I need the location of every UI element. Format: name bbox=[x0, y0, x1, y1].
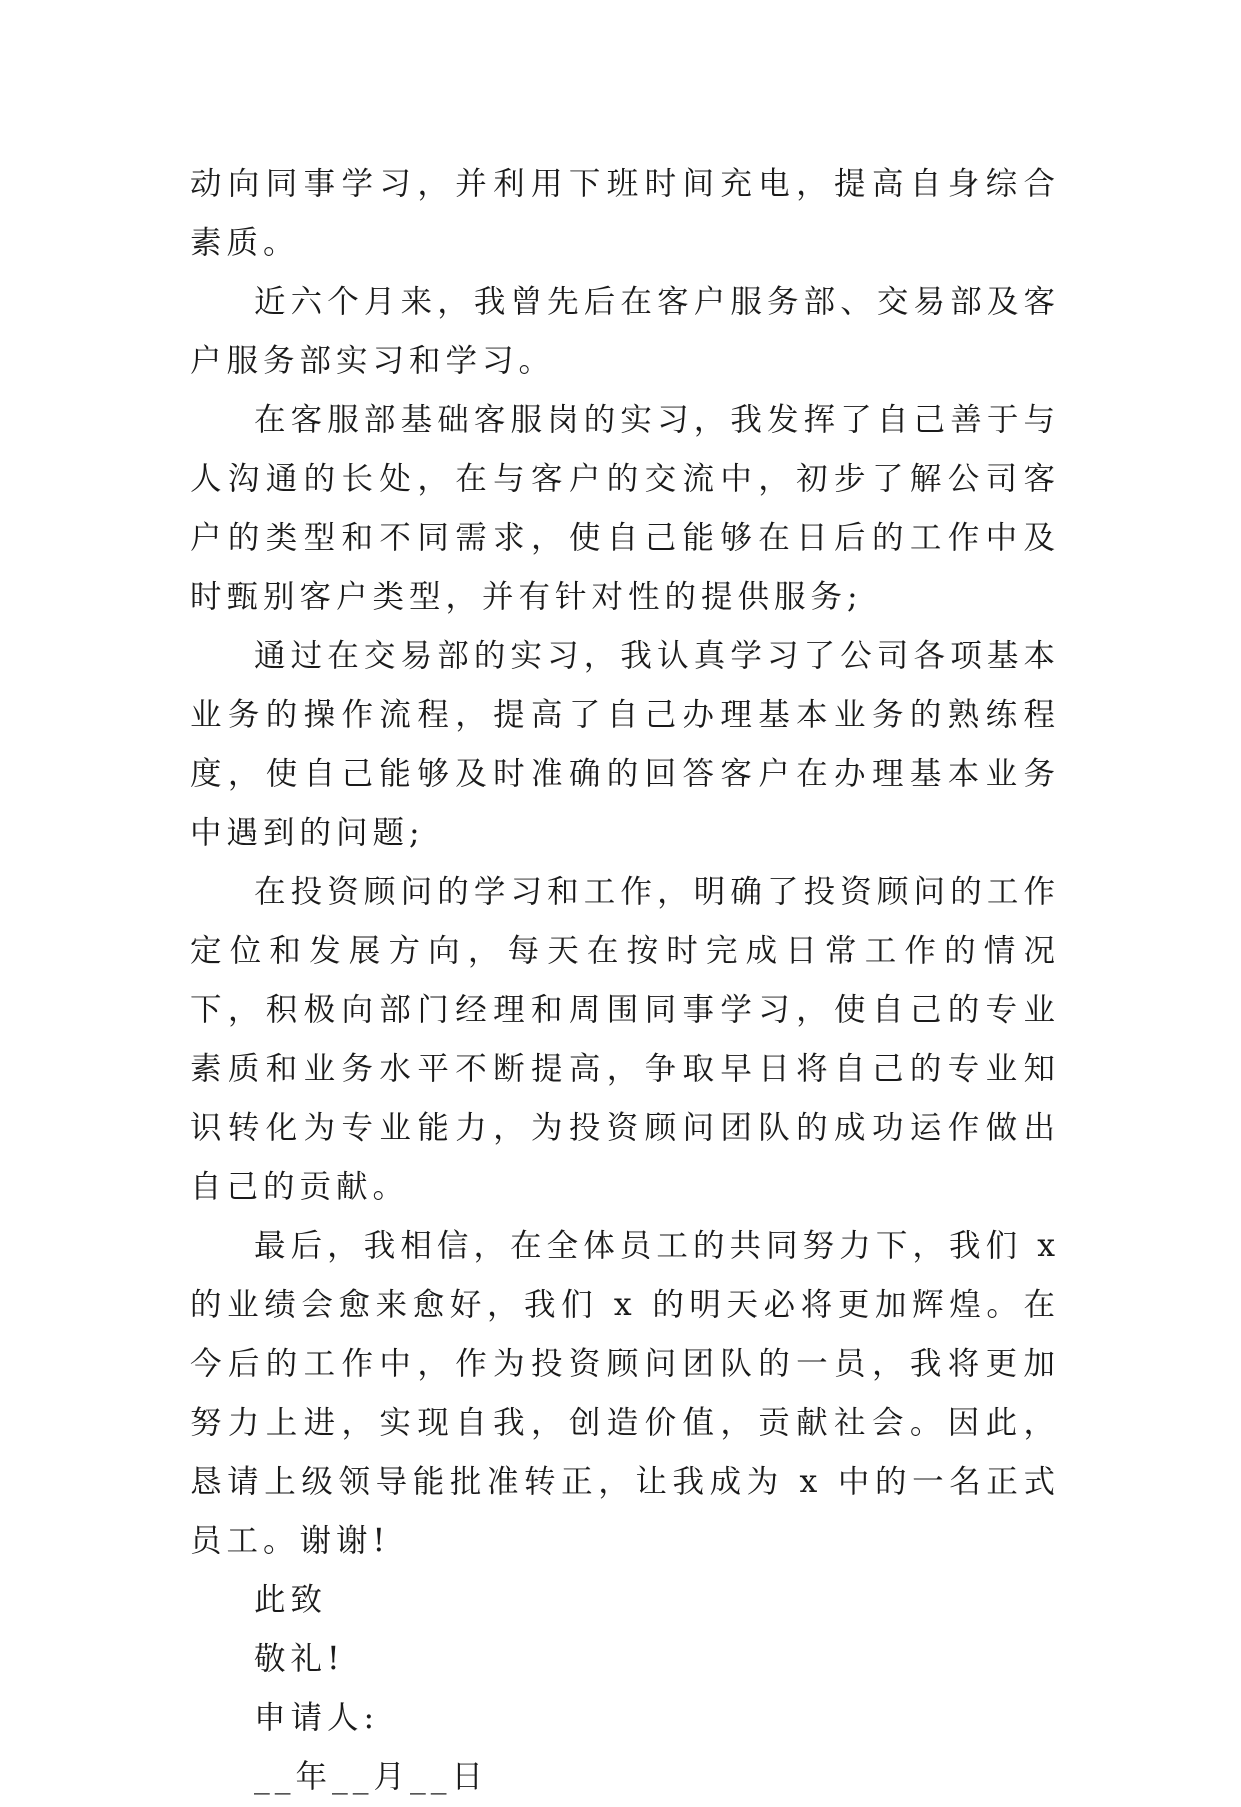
applicant-label: 申请人: bbox=[254, 1700, 380, 1736]
paragraph-investment-advisor: 在投资顾问的学习和工作，明确了投资顾问的工作定位和发展方向，每天在按时完成日常工作的情况下，积极向部门经理和周围同事学习，使自己的专业素质和业务水平不断提高，争取早日将自己的专业知识转化为专业能力，为投资顾问团队的成功运作做出自己的贡献。 bbox=[190, 874, 1060, 1205]
paragraph-continuation: 动向同事学习，并利用下班时间充电，提高自身综合素质。 bbox=[190, 166, 1060, 261]
date-line: __年__月__日 bbox=[254, 1759, 489, 1795]
paragraph-customer-service: 在客服部基础客服岗的实习，我发挥了自己善于与人沟通的长处，在与客户的交流中，初步了解公司客户的类型和不同需求，使自己能够在日后的工作中及时甄别客户类型，并有针对性的提供服务; bbox=[190, 402, 1060, 615]
paragraph-conclusion: 最后，我相信，在全体员工的共同努力下，我们 x 的业绩会愈来愈好，我们 x 的明天必将更加辉煌。在今后的工作中，作为投资顾问团队的一员，我将更加努力上进，实现自我，创造价值，贡献社会。因此，恳请上级领导能批准转正，让我成为 x 中的一名正式员工。谢谢! bbox=[190, 1228, 1060, 1559]
paragraph-internship-overview: 近六个月来，我曾先后在客户服务部、交易部及客户服务部实习和学习。 bbox=[190, 284, 1060, 379]
closing-respect: 敬礼! bbox=[254, 1641, 345, 1677]
paragraph-trading-department: 通过在交易部的实习，我认真学习了公司各项基本业务的操作流程，提高了自己办理基本业务的熟练程度，使自己能够及时准确的回答客户在办理基本业务中遇到的问题; bbox=[190, 638, 1060, 851]
closing-salutation: 此致 bbox=[254, 1582, 328, 1618]
letter-body bbox=[190, 155, 1060, 1807]
